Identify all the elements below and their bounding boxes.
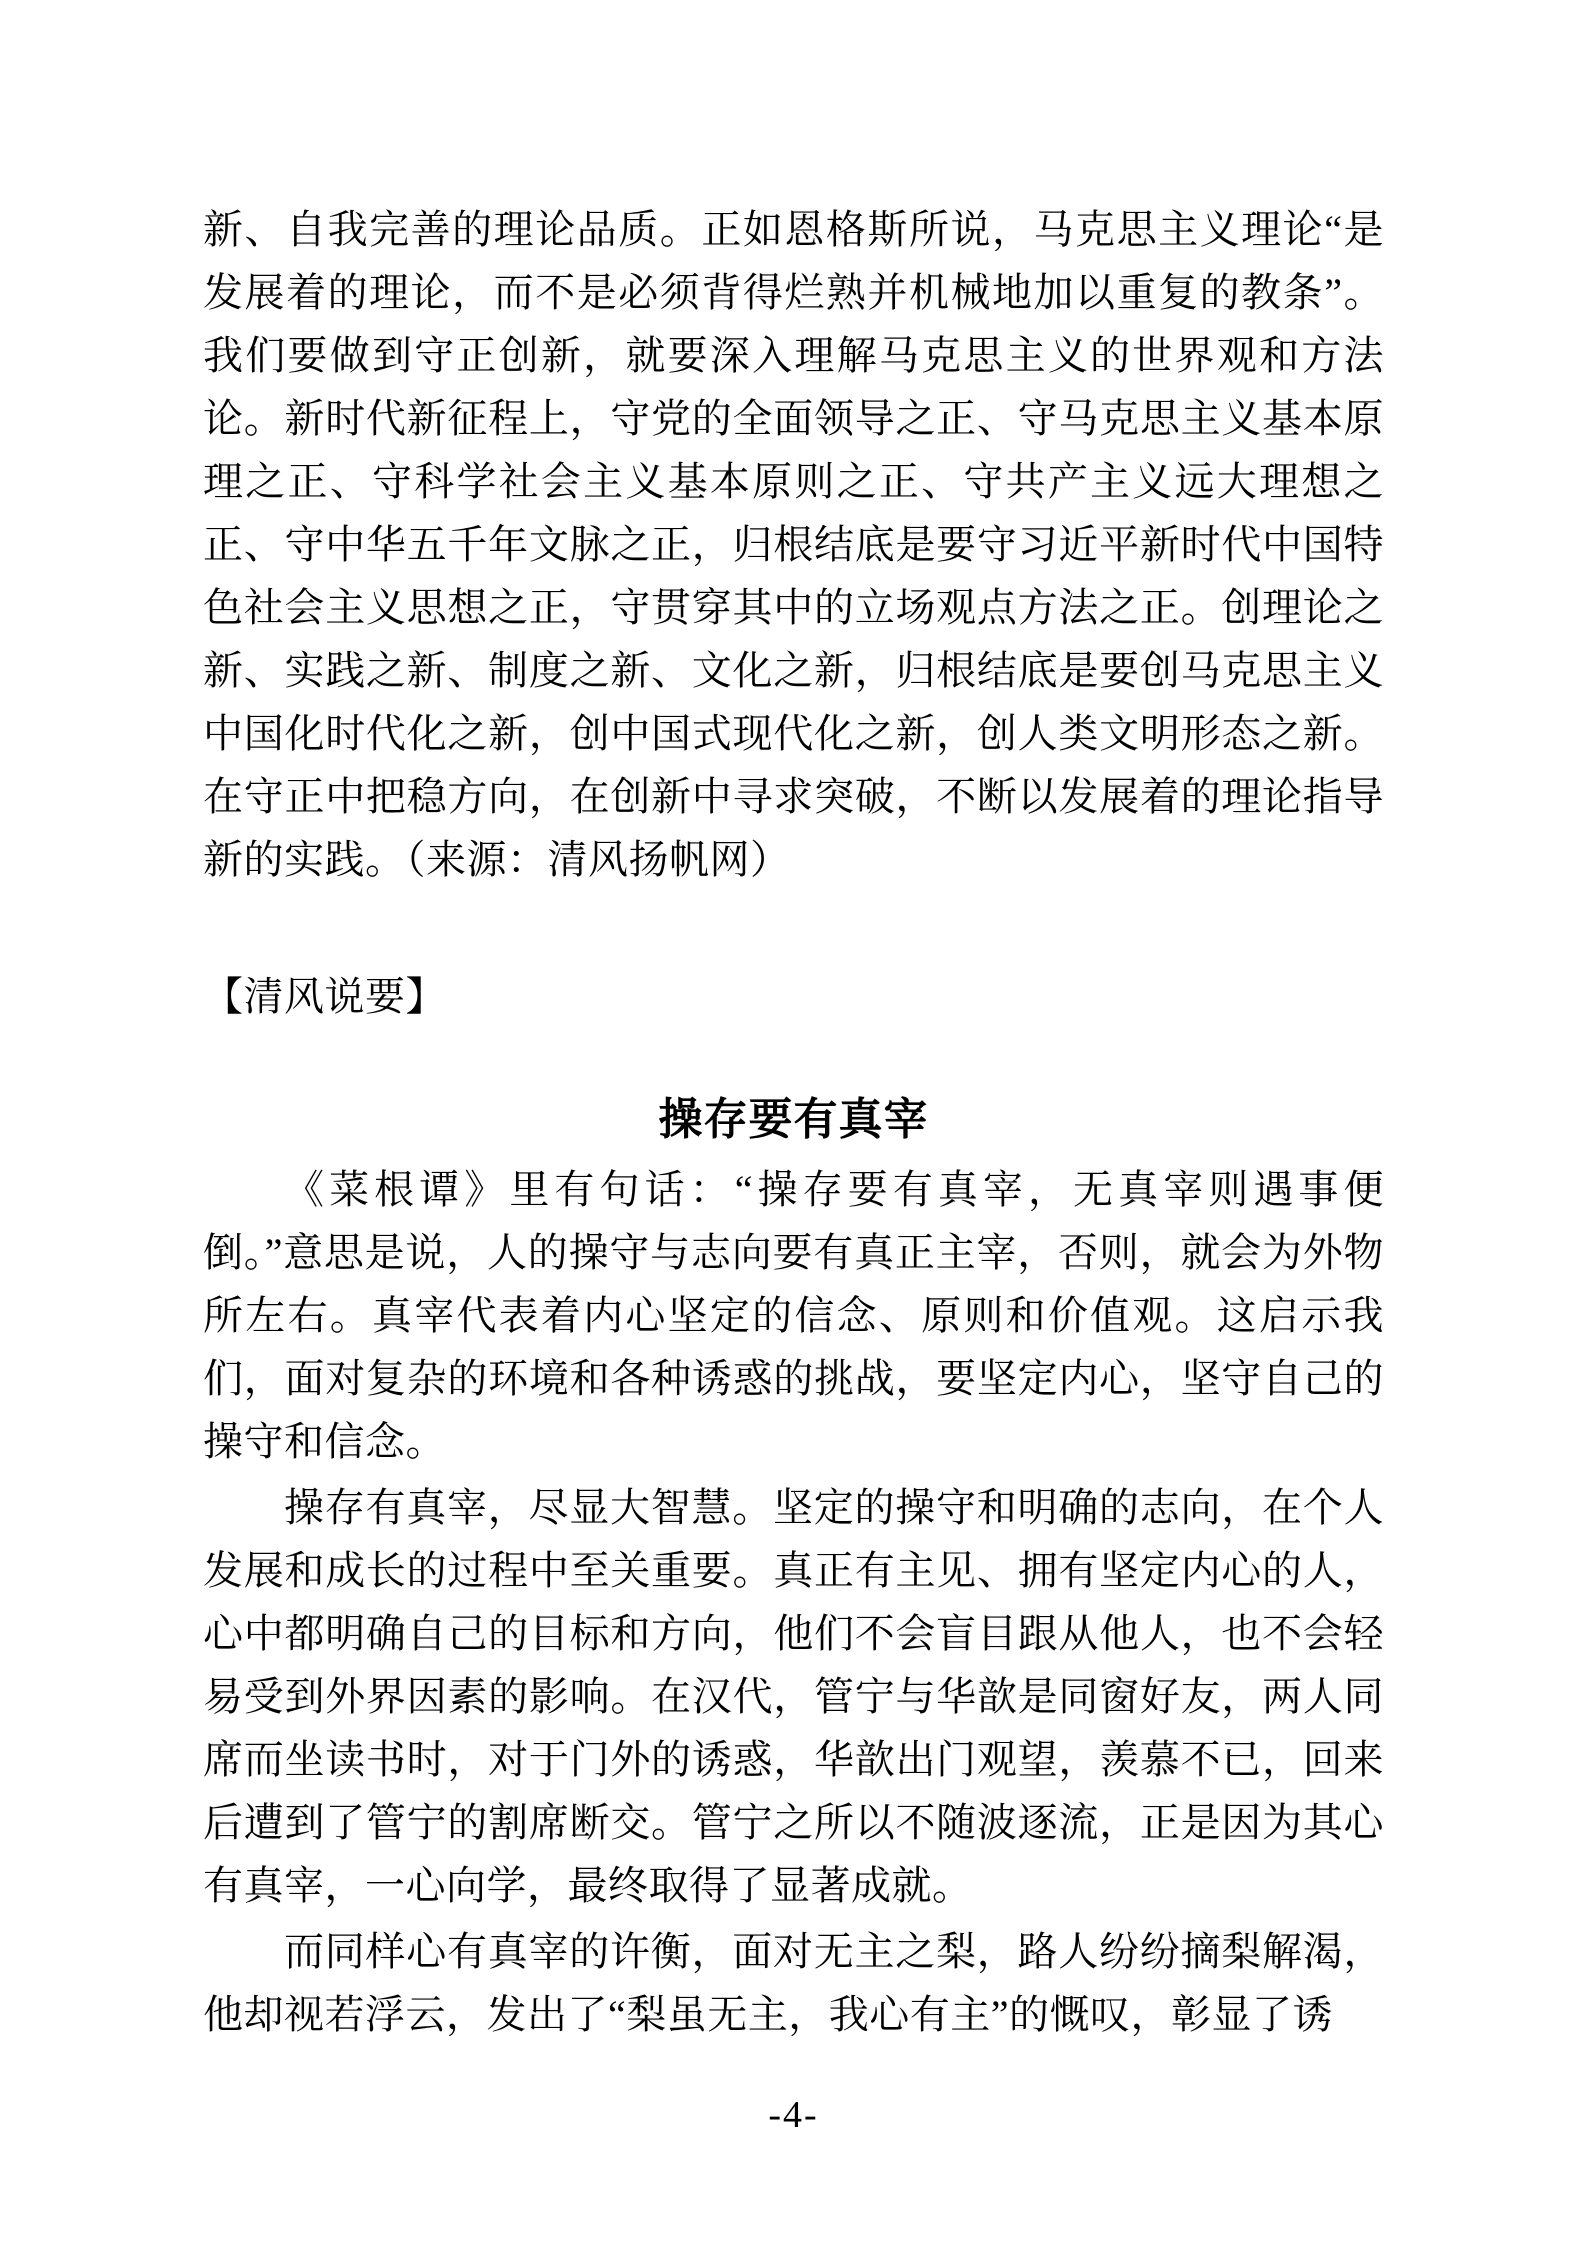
document-body <box>203 198 1384 2046</box>
section-header-qingfeng-shuoyao: 【清风说要】 <box>203 974 446 1019</box>
page-number: -4- <box>768 2094 819 2136</box>
paragraph-guanning-story: 操存有真宰，尽显大智慧。坚定的操守和明确的志向，在个人发展和成长的过程中至关重要。真正有主见、拥有坚定内心的人，心中都明确自己的目标和方向，他们不会盲目跟从他人，也不会轻易受到外界因素的影响。在汉代，管宁与华歆是同窗好友，两人同席而坐读书时，对于门外的诱惑，华歆出门观望，羡慕不已，回来后遭到了管宁的割席断交。管宁之所以不随波逐流，正是因为其心有真宰，一心向学，最终取得了显著成就。 <box>203 1485 1384 1908</box>
paragraph-caigentan-quote: 《菜根谭》里有句话：“操存要有真宰，无真宰则遇事便倒。”意思是说，人的操守与志向要有真正主宰，否则，就会为外物所左右。真宰代表着内心坚定的信念、原则和价值观。这启示我们，面对复杂的环境和各种诱惑的挑战，要坚定内心，坚守自己的操守和信念。 <box>203 1167 1384 1464</box>
article-title: 操存要有真宰 <box>658 1095 929 1144</box>
paragraph-theory-continuation: 新、自我完善的理论品质。正如恩格斯所说，马克思主义理论“是发展着的理论，而不是必须背得烂熟并机械地加以重复的教条”。我们要做到守正创新，就要深入理解马克思主义的世界观和方法论。新时代新征程上，守党的全面领导之正、守马克思主义基本原理之正、守科学社会主义基本原则之正、守共产主义远大理想之正、守中华五千年文脉之正，归根结底是要守习近平新时代中国特色社会主义思想之正，守贯穿其中的立场观点方法之正。创理论之新、实践之新、制度之新、文化之新，归根结底是要创马克思主义中国化时代化之新，创中国式现代化之新，创人类文明形态之新。在守正中把稳方向，在创新中寻求突破，不断以发展着的理论指导新的实践。（来源：清风扬帆网） <box>203 207 1384 882</box>
paragraph-xuheng-story: 而同样心有真宰的许衡，面对无主之梨，路人纷纷摘梨解渴，他却视若浮云，发出了“梨虽无主，我心有主”的慨叹，彰显了诱 <box>203 1929 1384 2037</box>
